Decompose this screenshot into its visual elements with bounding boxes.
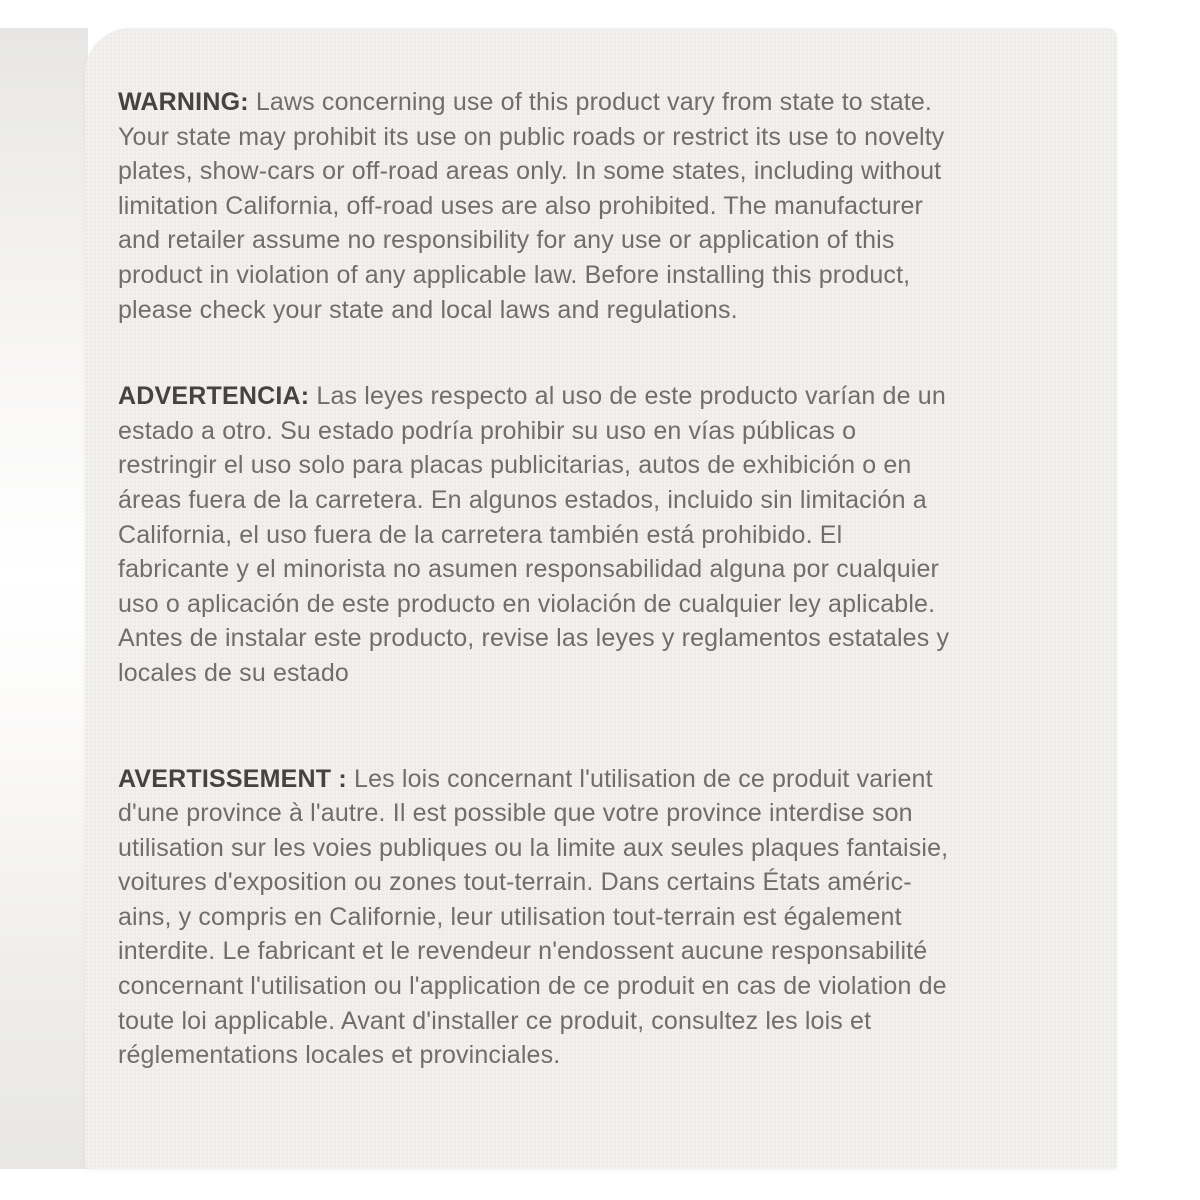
- spanish-text-line: California, el uso fuera de la carretera también está prohibido. El: [118, 520, 843, 549]
- spanish-text-line: locales de su estado: [118, 658, 349, 687]
- english-text-line: plates, show-cars or off-road areas only. In some states, including without: [118, 157, 942, 186]
- french-heading: AVERTISSEMENT :: [118, 764, 347, 793]
- english-text-line: and retailer assume no responsibility for any use or application of this: [118, 226, 895, 255]
- english-text-line: please check your state and local laws and regulations.: [118, 295, 738, 324]
- english-text-line: WARNING: Laws concerning use of this product vary from state to state.: [118, 88, 933, 116]
- french-text-line: toute loi applicable. Avant d'installer ce produit, consultez les lois et: [118, 1006, 872, 1035]
- english-text-line: Your state may prohibit its use on public roads or restrict its use to novelty: [118, 122, 945, 151]
- french-text-line: ains, y compris en Californie, leur utilisation tout-terrain est également: [118, 902, 902, 931]
- spanish-text-line: uso o aplicación de este producto en violación de cualquier ley aplicable.: [118, 589, 936, 618]
- english-text-line: product in violation of any applicable law. Before installing this product,: [118, 260, 911, 289]
- warning-paragraph-spanish: [118, 379, 1097, 690]
- spanish-text-line: restringir el uso solo para placas publicitarias, autos de exhibición o en: [118, 451, 912, 480]
- french-text-line: concernant l'utilisation ou l'application de ce produit en cas de violation de: [118, 972, 947, 1001]
- spanish-text-line: Antes de instalar este producto, revise las leyes y reglamentos estatales y: [118, 624, 950, 653]
- spanish-text-line: fabricante y el minorista no asumen responsabilidad alguna por cualquier: [118, 555, 940, 584]
- english-text-line: limitation California, off-road uses are also prohibited. The manufacturer: [118, 191, 924, 220]
- spanish-text-line: ADVERTENCIA: Las leyes respecto al uso de este producto varían de un: [118, 382, 946, 411]
- label-content: [85, 28, 1117, 1073]
- warning-paragraph-french: [118, 762, 1097, 1073]
- spanish-text-line: áreas fuera de la carretera. En algunos estados, incluido sin limitación a: [118, 485, 927, 514]
- warning-label-card: [85, 28, 1117, 1169]
- english-heading: WARNING:: [118, 88, 249, 116]
- french-text-line: voitures d'exposition ou zones tout-terrain. Dans certains États améric-: [118, 868, 912, 897]
- warning-paragraph-english: [118, 85, 1097, 327]
- french-text-line: interdite. Le fabricant et le revendeur n'endossent aucune responsabilité: [118, 937, 928, 966]
- french-text-line: réglementations locales et provinciales.: [118, 1041, 561, 1070]
- french-text-line: AVERTISSEMENT : Les lois concernant l'utilisation de ce produit varient: [118, 764, 933, 793]
- left-margin-shading: [0, 28, 88, 1169]
- spanish-text-line: estado a otro. Su estado podría prohibir su uso en vías públicas o: [118, 416, 857, 445]
- spanish-heading: ADVERTENCIA:: [118, 382, 310, 411]
- french-text-line: d'une province à l'autre. Il est possible que votre province interdise son: [118, 799, 913, 828]
- french-text-line: utilisation sur les voies publiques ou la limite aux seules plaques fantaisie,: [118, 833, 949, 862]
